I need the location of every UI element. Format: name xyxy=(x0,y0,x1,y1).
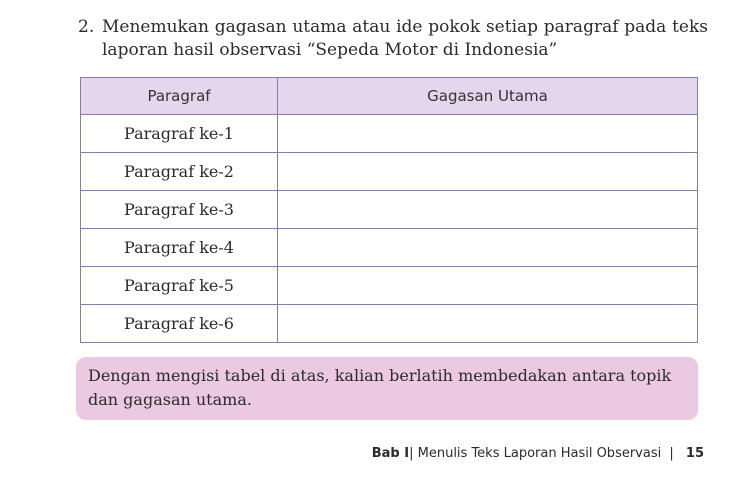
footer-divider: | xyxy=(409,446,414,461)
page-footer xyxy=(372,446,704,461)
table-row xyxy=(81,153,698,191)
gagasan-cell xyxy=(278,305,698,343)
gagasan-cell xyxy=(278,191,698,229)
table-row xyxy=(81,191,698,229)
paragraf-cell: Paragraf ke-6 xyxy=(81,305,278,343)
gagasan-cell xyxy=(278,115,698,153)
paragraf-cell: Paragraf ke-3 xyxy=(81,191,278,229)
paragraf-cell: Paragraf ke-4 xyxy=(81,229,278,267)
note-text: Dengan mengisi tabel di atas, kalian berlatih membedakan antara topik dan gagasan utama. xyxy=(88,366,672,409)
question-item xyxy=(78,16,708,62)
table-row xyxy=(81,115,698,153)
footer-bab: Bab I xyxy=(371,446,410,461)
gagasan-cell xyxy=(278,153,698,191)
gagasan-cell xyxy=(278,267,698,305)
paragraf-cell: Paragraf ke-5 xyxy=(81,267,278,305)
table-row xyxy=(81,229,698,267)
note-box xyxy=(76,357,698,420)
table-row xyxy=(81,267,698,305)
question-text: Menemukan gagasan utama atau ide pokok setiap paragraf pada teks laporan hasil observasi “Sepeda Motor di Indonesia” xyxy=(102,17,708,60)
paragraf-cell: Paragraf ke-1 xyxy=(81,115,278,153)
paragraf-cell: Paragraf ke-2 xyxy=(81,153,278,191)
footer-separator: | xyxy=(669,446,674,461)
table-header-row xyxy=(81,78,698,115)
question-number: 2. xyxy=(78,17,95,37)
gagasan-cell xyxy=(278,229,698,267)
page-number: 15 xyxy=(685,446,704,461)
gagasan-utama-table xyxy=(80,77,698,343)
header-gagasan-utama: Gagasan Utama xyxy=(278,78,698,115)
header-paragraf: Paragraf xyxy=(81,78,278,115)
table-row xyxy=(81,305,698,343)
footer-chapter-title: Menulis Teks Laporan Hasil Observasi xyxy=(417,446,662,461)
